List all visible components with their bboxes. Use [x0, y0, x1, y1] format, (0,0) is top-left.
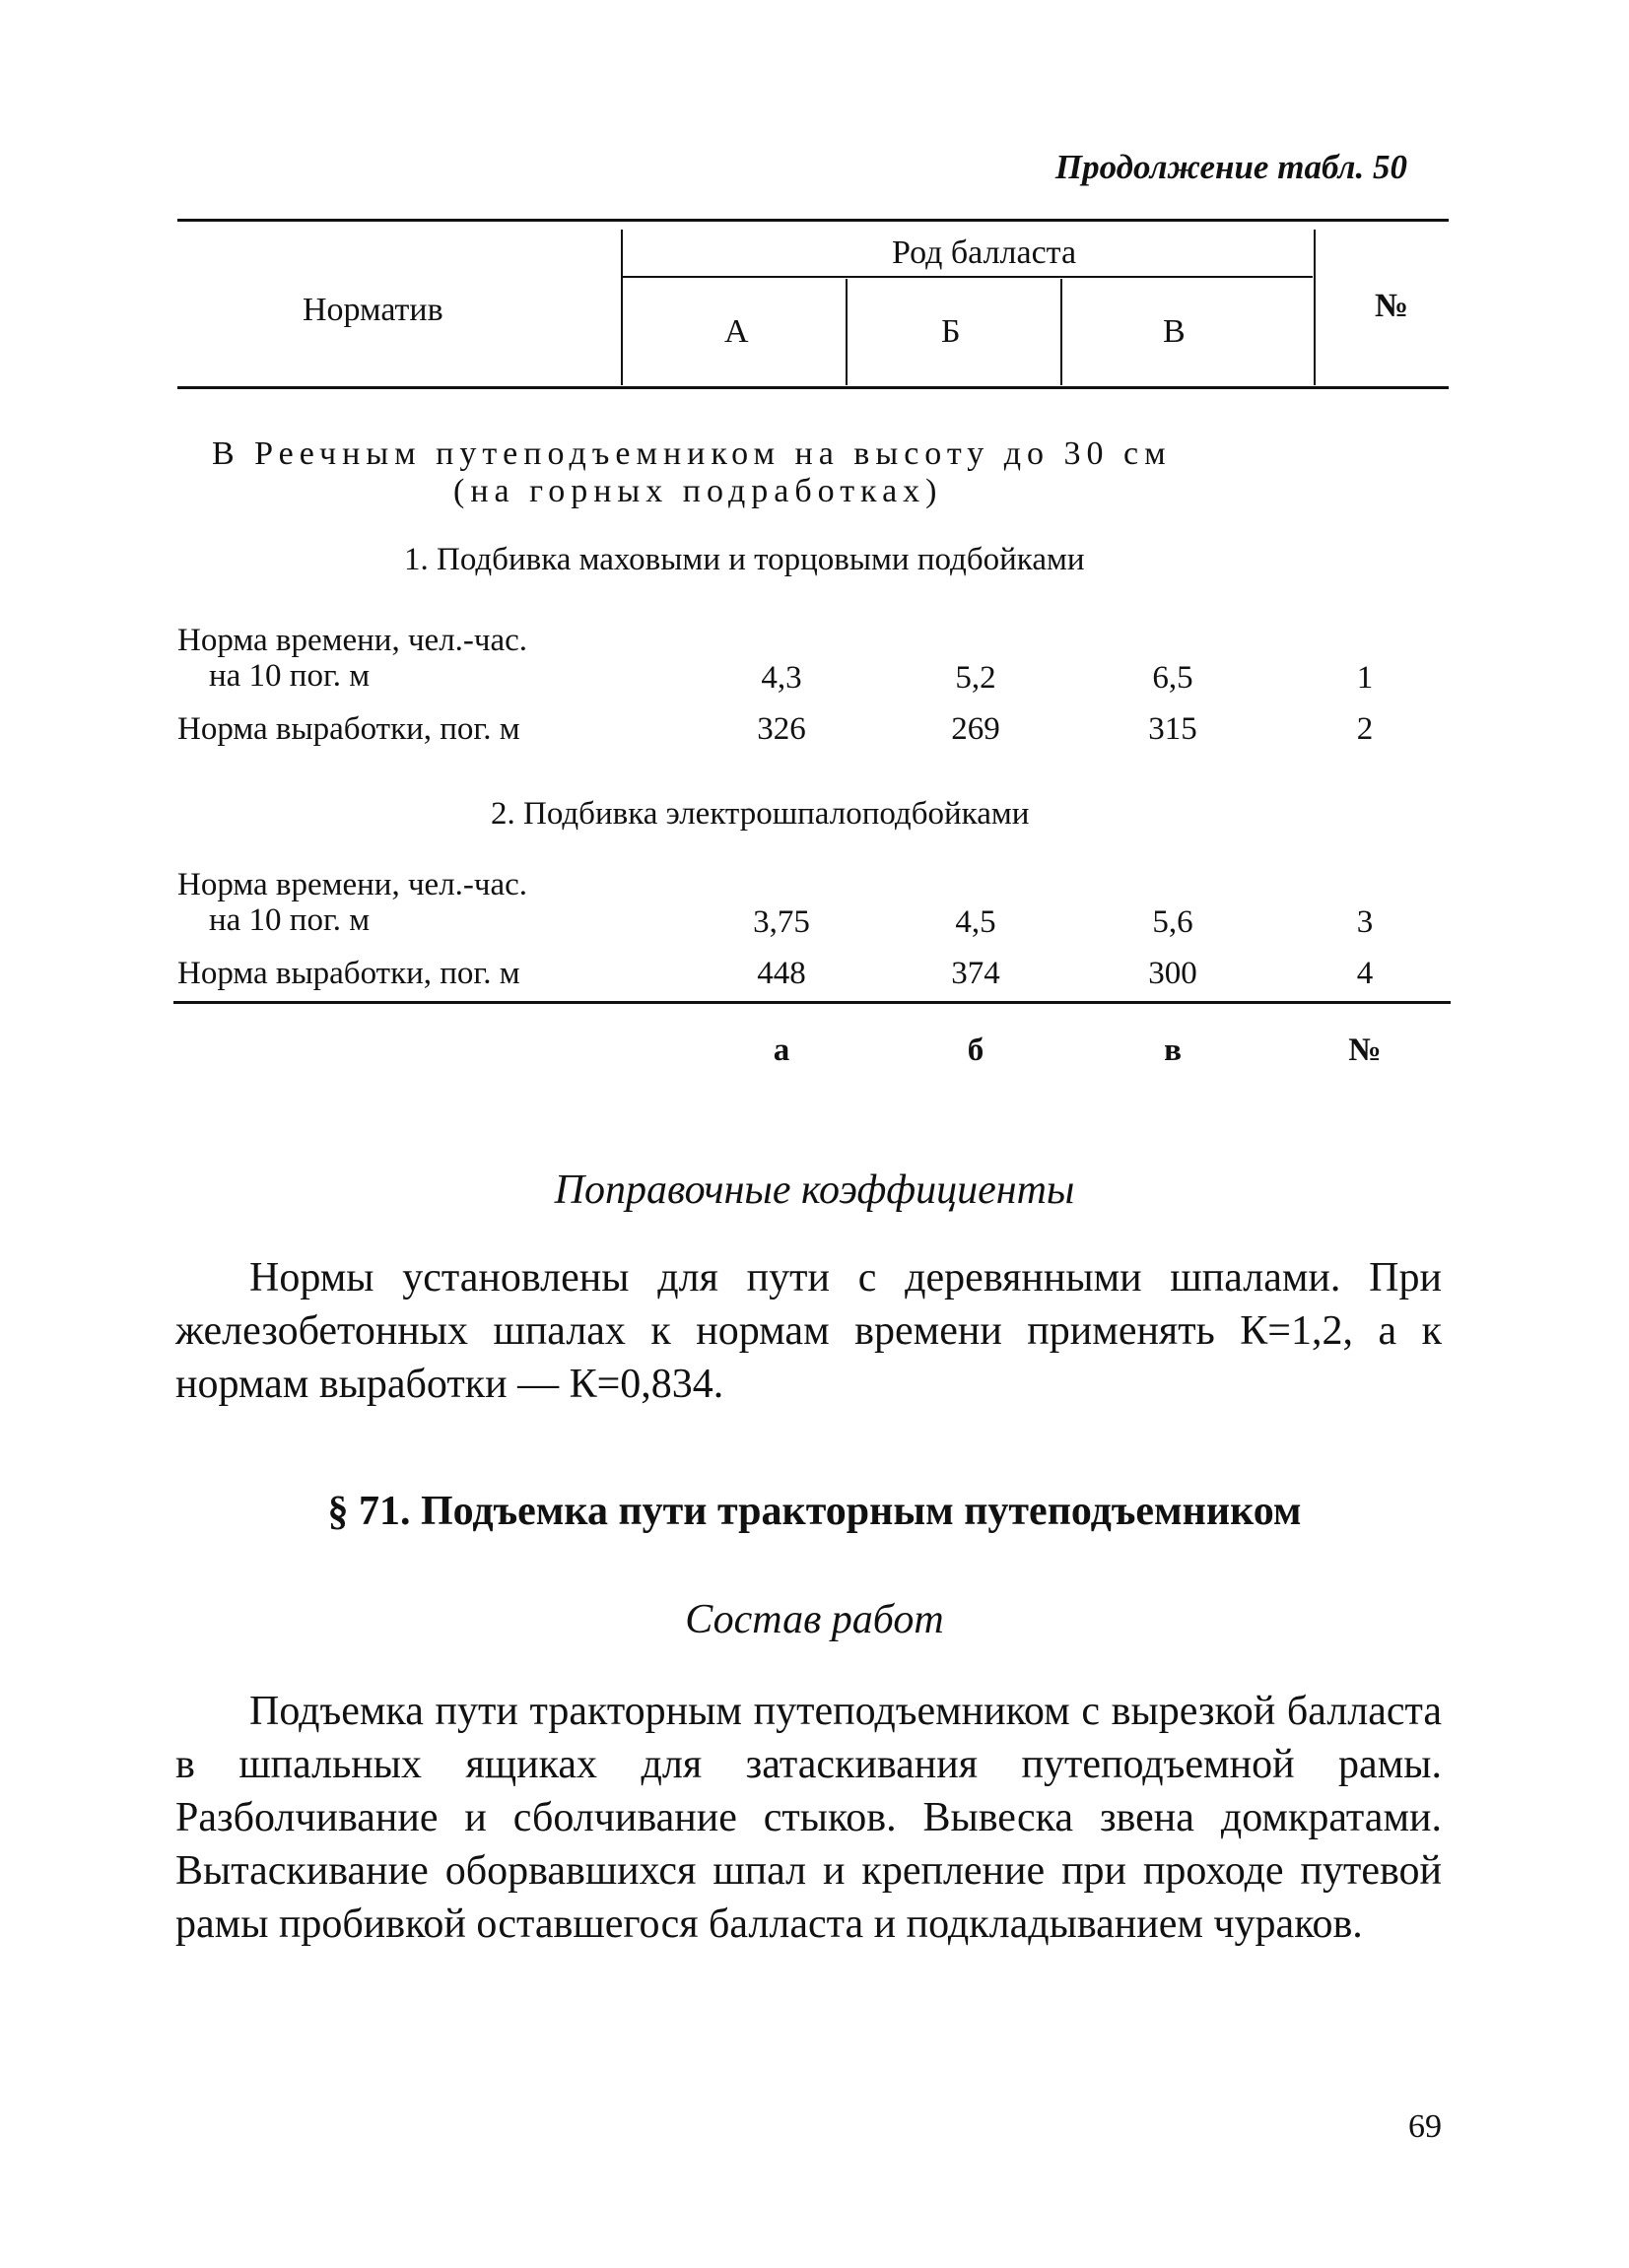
- section-71-paragraph: Подъемка пути тракторным путеподъемником с вырезкой балласта в шпальных ящиках для затаскивания путеподъемной рамы. Разболчивание и сболчивание стыков. Вывеска звена домкратами. Вытаскивание оборвавшихся шпал и крепление при проходе путевой рамы пробивкой оставшегося балласта и подкладыванием чураков.: [175, 1689, 1442, 1947]
- row-3-b: 4,5: [955, 904, 996, 940]
- row-2-label: Норма выработки, пог. м: [177, 711, 520, 747]
- row-4-label: Норма выработки, пог. м: [177, 956, 520, 991]
- footer-col-a: а: [773, 1033, 790, 1068]
- table-header-bottom-rule: [177, 386, 1449, 389]
- row-4-b: 374: [951, 956, 1000, 991]
- row-3-label-line2: на 10 пог. м: [209, 902, 371, 938]
- header-col-no: №: [1375, 288, 1409, 324]
- row-3-a: 3,75: [753, 904, 810, 940]
- row-2-b: 269: [951, 711, 1000, 747]
- section-71-heading: § 71. Подъемка пути тракторным путеподъемником: [327, 1489, 1302, 1534]
- row-2-a: 326: [757, 711, 806, 747]
- table-bottom-rule: [173, 1001, 1451, 1004]
- row-1-b: 5,2: [955, 660, 996, 696]
- table-top-rule: [177, 219, 1449, 222]
- row-1-label: [177, 623, 527, 694]
- row-4-no: 4: [1356, 956, 1374, 991]
- row-3-v: 5,6: [1152, 904, 1193, 940]
- group-title-line2: (на горных подработках): [453, 473, 943, 509]
- group-divider-rule: [623, 276, 1313, 278]
- page-number: 69: [1408, 2108, 1442, 2145]
- row-1-no: 1: [1356, 660, 1374, 696]
- footer-col-no: №: [1348, 1033, 1382, 1068]
- row-3-label: [177, 867, 527, 938]
- col-divider-4: [1314, 230, 1316, 385]
- row-4-a: 448: [757, 956, 806, 991]
- row-1-v: 6,5: [1152, 660, 1193, 696]
- row-2-no: 2: [1356, 711, 1374, 747]
- section-71-subheading: Состав работ: [685, 1597, 944, 1642]
- row-1-a: 4,3: [761, 660, 802, 696]
- group-title-line1: В Реечным путеподъемником на высоту до 30 см: [212, 435, 1172, 472]
- col-divider-3: [1060, 279, 1062, 385]
- col-divider-2: [846, 279, 848, 385]
- row-2-v: 315: [1148, 711, 1197, 747]
- footer-col-v: в: [1164, 1033, 1182, 1068]
- section-1-title: 1. Подбивка маховыми и торцовыми подбойками: [404, 542, 1085, 577]
- col-divider-1: [621, 230, 623, 385]
- header-col-a: А: [724, 313, 749, 350]
- corrections-paragraph: Нормы установлены для пути с деревянными шпалами. При железобетонных шпалах к нормам времени применять К=1,2, а к нормам выработки — К=0,834.: [175, 1255, 1442, 1407]
- footer-col-b: б: [967, 1033, 984, 1068]
- row-3-label-line1: Норма времени, чел.-час.: [177, 867, 528, 902]
- row-3-no: 3: [1356, 904, 1374, 940]
- header-col-v: В: [1163, 313, 1186, 350]
- corrections-heading: Поправочные коэффициенты: [554, 1167, 1075, 1213]
- row-1-label-line1: Норма времени, чел.-час.: [177, 623, 528, 658]
- header-normativ: Норматив: [303, 292, 443, 328]
- table-continuation-label: Продолжение табл. 50: [1054, 148, 1407, 186]
- section-2-title: 2. Подбивка электрошпалоподбойками: [491, 796, 1030, 832]
- header-ballast-group: Род балласта: [892, 234, 1077, 271]
- row-4-v: 300: [1148, 956, 1197, 991]
- header-col-b: Б: [941, 313, 961, 350]
- row-1-label-line2: на 10 пог. м: [209, 658, 371, 694]
